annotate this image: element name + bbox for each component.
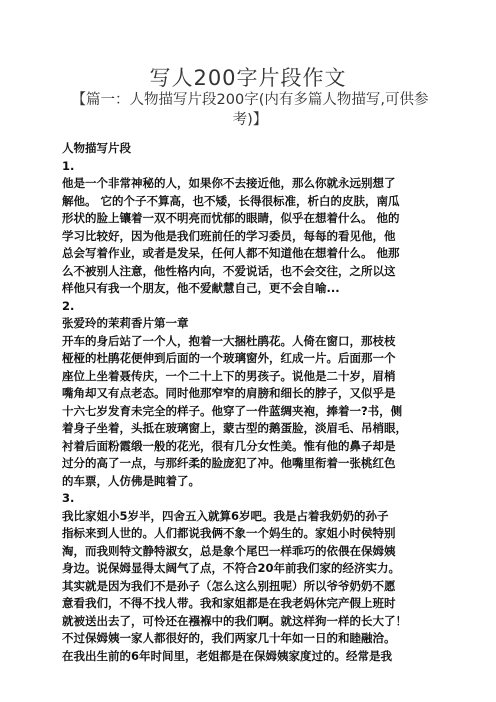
article-body xyxy=(62,140,442,665)
text-line: 样他只有我一个朋友，他不爱献慧自己，更不会自喻... xyxy=(62,281,340,295)
text-line: 1. xyxy=(62,158,75,173)
text-line: 解他。 它的个子不算高，也不矮，长得很标准，析白的皮肤，南瓜 xyxy=(62,193,400,208)
text-line: 在我出生前的6年时间里，老姐都是在保姆姨家度过的。经常是我 xyxy=(62,648,392,663)
text-line: 嘴角却又有点老态。同时他那窄窄的肩膀和细长的脖子，又似乎是 xyxy=(62,386,396,400)
text-line: 张爱玲的茉莉香片第一章 xyxy=(62,316,189,330)
text-line: 么不被别人注意，他性格内向，不爱说话，也不会交往，之所以这 xyxy=(62,263,396,278)
text-line: 他是一个非常神秘的人，如果你不去接近他，那么你就永远别想了 xyxy=(62,176,396,190)
page-title: 写人200字片段作文 xyxy=(149,66,347,90)
text-line: 意看我们，不得不找人带。我和家姐都是在我老妈休完产假上班时 xyxy=(62,596,396,610)
text-line: 形状的脸上镶着一双不明亮而忧郁的眼睛，似乎在想着什么。 他的 xyxy=(62,211,400,225)
text-line: 就被送出去了，可怜还在襁褓中的我们啊。就这样狗一样的长大了！ xyxy=(62,613,407,628)
text-line: 衬着后面粉霞缎一般的花光，很有几分女性美。惟有他的鼻子却是 xyxy=(62,438,396,453)
text-line: 身边。说保姆显得太阔气了点，不符合20年前我们家的经济实力。 xyxy=(62,561,400,575)
text-line: 学习比较好，因为他是我们班前任的学习委员，每每的看见他，他 xyxy=(62,228,396,243)
text-line: 不过保姆姨一家人都很好的，我们两家几十年如一日的和睦融洽。 xyxy=(62,631,396,645)
text-line: 十六七岁发育未完全的样子。他穿了一件蓝绸夹袍，捧着一?书，侧 xyxy=(62,403,403,418)
text-line: 座位上坐着聂传庆，一个二十上下的男孩子。说他是二十岁，眉梢 xyxy=(62,368,396,383)
text-line: 人物描写片段 xyxy=(62,141,131,155)
text-line: 指标来到人世的。人们都说我俩不象一个妈生的。家姐小时侯特别 xyxy=(62,526,396,540)
text-line: 我比家姐小5岁半，四舍五入就算6岁吧。我是占着我奶奶的孙子 xyxy=(62,508,389,523)
text-line: 桠桠的杜鹃花便伸到后面的一个玻璃窗外，红成一片。后面那一个 xyxy=(62,351,396,365)
text-line: 其实就是因为我们不是孙子（怎么这么别扭呢）所以爷爷奶奶不愿 xyxy=(62,578,396,593)
text-line: 淘，而我则特文静特淑女，总是象个尾巴一样乖巧的依偎在保姆姨 xyxy=(62,543,396,558)
text-line: 2. xyxy=(62,298,75,313)
text-line: 过分的高了一点，与那纤柔的脸庞犯了冲。他嘴里衔着一张桃红色 xyxy=(62,456,396,470)
text-line: 的车票，人仿佛是盹着了。 xyxy=(62,473,200,488)
section-heading: 【篇一：人物描写片段200字(内有多篇人物描写,可供参考)】 xyxy=(71,92,429,128)
text-line: 着身子坐着，头抵在玻璃窗上，蒙古型的鹅蛋脸，淡眉毛、吊梢眼， xyxy=(62,421,407,435)
text-line: 开车的身后站了一个人，抱着一大捆杜鹃花。人倚在窗口，那枝枝 xyxy=(62,333,396,348)
text-line: 3. xyxy=(62,491,75,505)
text-line: 总会写着作业，或者是发呆，任何人都不知道他在想着什么。 他那 xyxy=(62,246,400,260)
